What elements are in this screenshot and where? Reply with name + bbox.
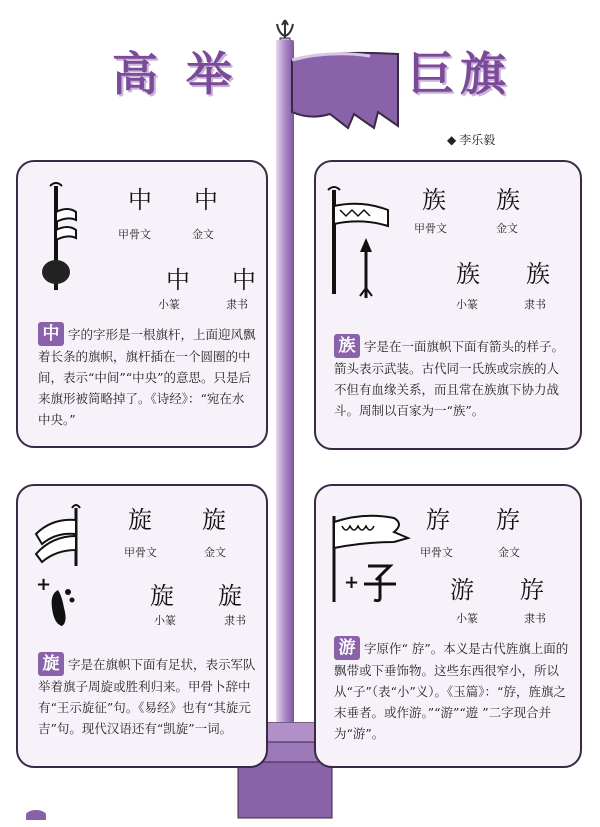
card-xuan bbox=[16, 484, 268, 768]
zu-text: 字是在一面旗帜下面有箭头的样子。箭头表示武装。古代同一氏族或宗族的人不但有血缘关系，而且常在族旗下协力战斗。周制以百家为一“族”。 bbox=[334, 339, 565, 418]
xuan-description bbox=[38, 652, 256, 739]
label-clerical: 隶书 bbox=[524, 612, 546, 625]
corner-decoration bbox=[26, 810, 46, 820]
zhong-pictograph-icon bbox=[32, 182, 78, 294]
zu-seal-glyph: 族 bbox=[456, 260, 480, 288]
diamond-bullet-icon: ◆ bbox=[447, 133, 457, 147]
card-zu bbox=[314, 160, 582, 450]
you-pictograph-icon bbox=[324, 502, 416, 606]
author-byline bbox=[447, 131, 495, 148]
label-oracle: 甲骨文 bbox=[124, 546, 157, 559]
xuan-bronze-glyph: 旋 bbox=[202, 506, 226, 534]
label-oracle: 甲骨文 bbox=[414, 222, 447, 235]
card-you bbox=[314, 484, 582, 768]
label-seal: 小篆 bbox=[456, 298, 478, 311]
label-oracle: 甲骨文 bbox=[118, 228, 151, 241]
you-heading-char: 游 bbox=[334, 636, 360, 660]
xuan-clerical-glyph: 旋 bbox=[218, 582, 242, 610]
zhong-text: 字的字形是一根旗杆，上面迎风飘着长条的旗帜，旗杆插在一个圆圈的中间，表示“中间”“中央”的意思。只是后来旗形被简略掉了。《诗经》：“宛在水中央。” bbox=[38, 327, 256, 427]
svg-text:+: + bbox=[36, 574, 52, 595]
label-clerical: 隶书 bbox=[224, 614, 246, 627]
label-clerical: 隶书 bbox=[226, 298, 248, 311]
zu-description bbox=[334, 334, 570, 421]
you-clerical-glyph: 斿 bbox=[520, 576, 544, 604]
flag-banner-icon bbox=[290, 48, 400, 130]
zhong-description bbox=[38, 322, 256, 430]
label-oracle: 甲骨文 bbox=[420, 546, 453, 559]
label-bronze: 金文 bbox=[204, 546, 226, 559]
you-description bbox=[334, 636, 572, 744]
you-oracle-glyph: 斿 bbox=[426, 506, 450, 534]
xuan-pictograph-icon bbox=[32, 504, 92, 634]
flag-pole bbox=[276, 40, 294, 730]
label-clerical: 隶书 bbox=[524, 298, 546, 311]
zu-oracle-glyph: 族 bbox=[422, 186, 446, 214]
label-seal: 小篆 bbox=[154, 614, 176, 627]
xuan-heading-char: 旋 bbox=[38, 652, 64, 676]
label-bronze: 金文 bbox=[192, 228, 214, 241]
card-zhong bbox=[16, 160, 268, 448]
zu-heading-char: 族 bbox=[334, 334, 360, 358]
zhong-seal-glyph: 中 bbox=[166, 266, 190, 294]
zu-pictograph-icon bbox=[326, 184, 392, 304]
you-bronze-glyph: 斿 bbox=[496, 506, 520, 534]
you-seal-glyph: 游 bbox=[450, 576, 474, 604]
zu-clerical-glyph: 族 bbox=[526, 260, 550, 288]
xuan-seal-glyph: 旋 bbox=[150, 582, 174, 610]
zhong-clerical-glyph: 中 bbox=[232, 266, 256, 294]
author-name: 李乐毅 bbox=[459, 133, 496, 147]
svg-text:+: + bbox=[344, 572, 360, 593]
label-seal: 小篆 bbox=[158, 298, 180, 311]
label-bronze: 金文 bbox=[496, 222, 518, 235]
label-bronze: 金文 bbox=[498, 546, 520, 559]
you-text: 字原作“ 斿”。本义是古代旌旗上面的飘带或下垂饰物。这些东西很窄小，所以从“子”（表“小”义）。《玉篇》：“斿，旌旗之末垂者。或作游。”“游”“遊 ”二字现合并为“游”。 bbox=[334, 641, 569, 741]
label-seal: 小篆 bbox=[456, 612, 478, 625]
zhong-heading-char: 中 bbox=[38, 322, 64, 346]
xuan-oracle-glyph: 旋 bbox=[128, 506, 152, 534]
zhong-oracle-glyph: 中 bbox=[128, 186, 152, 214]
title-left: 高 举 bbox=[112, 47, 239, 101]
zhong-bronze-glyph: 中 bbox=[194, 186, 218, 214]
title-right: 巨旗 bbox=[408, 47, 512, 101]
zu-bronze-glyph: 族 bbox=[496, 186, 520, 214]
xuan-text: 字是在旗帜下面有足状，表示军队举着旗子周旋或胜利归来。甲骨卜辞中有“王示旋征”句。《易经》也有“其旋元吉”句。现代汉语还有“凯旋”一词。 bbox=[38, 657, 256, 736]
